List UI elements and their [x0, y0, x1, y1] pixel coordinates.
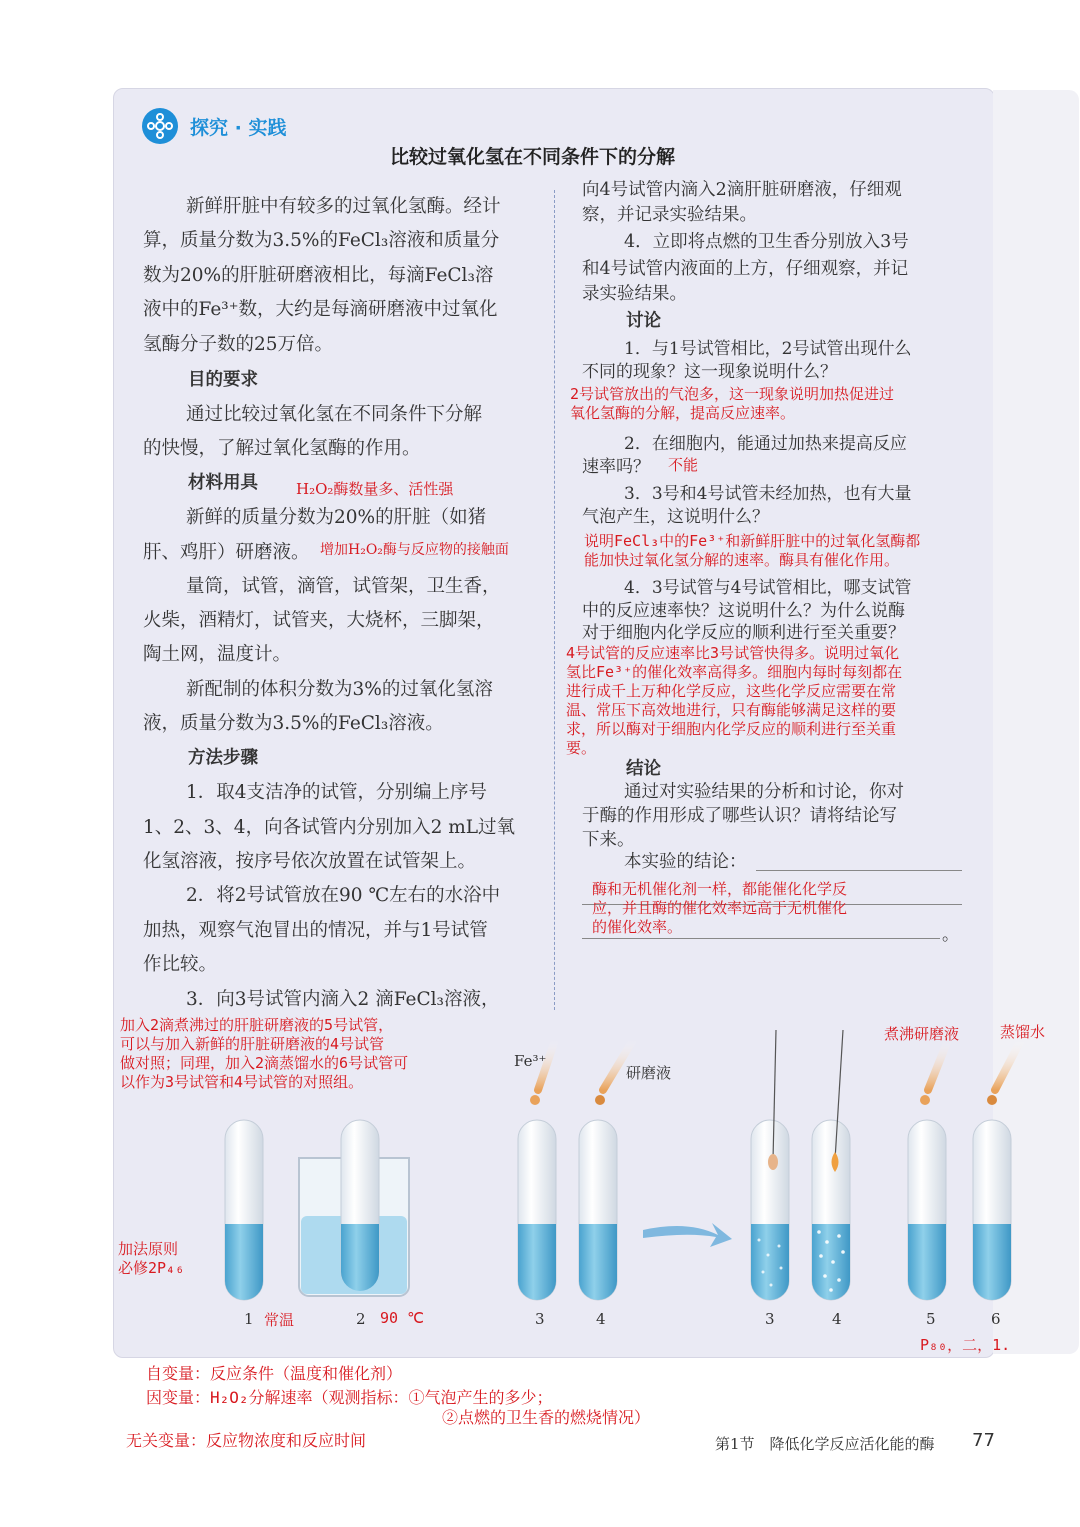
answer-4: 要。: [566, 739, 597, 757]
tube-number: 5: [926, 1310, 936, 1328]
footer-chapter: 第1节 降低化学反应活化能的酶: [715, 1435, 935, 1453]
question-1: 不同的现象？这一现象说明什么？: [582, 362, 837, 382]
test-tube-3: [518, 1120, 556, 1300]
heading-aim: 目的要求: [188, 370, 258, 390]
dropper-fe: [530, 1040, 555, 1105]
method-line: 3．向3号试管内滴入2 滴FeCl₃溶液，: [186, 989, 500, 1010]
note-dependent: ②点燃的卫生香的燃烧情况）: [442, 1408, 651, 1427]
note-control: 可以与加入新鲜的肝脏研磨液的4号试管: [120, 1035, 385, 1053]
test-tube-4: [579, 1120, 617, 1300]
page-number: 77: [972, 1430, 995, 1451]
fe-label: Fe³⁺: [514, 1052, 547, 1070]
method-line: 1．取4支洁净的试管，分别编上序号: [186, 782, 488, 803]
method-line-cont: 察，并记录实验结果。: [582, 205, 757, 225]
intro-line: 算，质量分数为3.5%的FeCl₃溶液和质量分: [143, 230, 500, 251]
question-3: 气泡产生，这说明什么？: [582, 507, 769, 527]
heading-method: 方法步骤: [188, 748, 258, 768]
note-addition: 必修2P₄₆: [118, 1259, 185, 1277]
note-contact-area: 增加H₂O₂酶与反应物的接触面: [320, 542, 509, 558]
column-divider: [554, 190, 555, 1010]
conclusion-line: 于酶的作用形成了哪些认识？请将结论写: [582, 806, 897, 826]
answer-4: 求，所以酶对于细胞内化学反应的顺利进行至关重: [566, 720, 897, 738]
question-4: 对于细胞内化学反应的顺利进行至关重要？: [582, 623, 905, 643]
heading-materials: 材料用具: [188, 473, 258, 493]
note-distilled: 蒸馏水: [1000, 1023, 1046, 1041]
answer-1: 氧化氢酶的分解，提高反应速率。: [570, 404, 796, 422]
materials-line: 新配制的体积分数为3%的过氧化氢溶: [186, 679, 493, 700]
materials-line: 液，质量分数为3.5%的FeCl₃溶液。: [143, 713, 444, 734]
tube-number: 3: [765, 1310, 775, 1328]
aim-line: 通过比较过氧化氢在不同条件下分解: [186, 404, 483, 425]
answer-1: 2号试管放出的气泡多，这一现象说明加热促进过: [570, 385, 895, 403]
note-ninety: 90 ℃: [380, 1309, 424, 1327]
answer-4: 氢比Fe³⁺的催化效率高得多。细胞内每时每刻都在: [566, 663, 903, 681]
method-line-cont: 和4号试管内液面的上方，仔细观察，并记: [582, 259, 909, 279]
method-line-cont: 向4号试管内滴入2滴肝脏研磨液，仔细观: [582, 180, 902, 200]
aim-line: 的快慢，了解过氧化氢酶的作用。: [143, 438, 421, 459]
note-irrelevant: 无关变量：反应物浓度和反应时间: [126, 1431, 367, 1450]
materials-line: 火柴，酒精灯，试管夹，大烧杯，三脚架，: [143, 610, 495, 631]
note-enzyme-active: H₂O₂酶数量多、活性强: [296, 480, 454, 498]
conclusion-answer: 的催化效率。: [592, 918, 683, 936]
tube-number: 2: [356, 1310, 366, 1328]
materials-line: 肝、鸡肝）研磨液。: [143, 542, 310, 563]
method-line: 作比较。: [143, 954, 218, 975]
arrow-icon: [643, 1223, 732, 1247]
question-1: 1．与1号试管相比，2号试管出现什么: [624, 339, 912, 359]
tube-number: 4: [832, 1310, 842, 1328]
answer-line: [756, 870, 962, 871]
tube-number: 1: [244, 1310, 254, 1328]
note-boiled: 煮沸研磨液: [884, 1025, 960, 1043]
conclusion-line: 本实验的结论：: [624, 852, 747, 872]
answer-3: 能加快过氧化氢分解的速率。酶具有催化作用。: [584, 551, 900, 569]
page-title: 比较过氧化氢在不同条件下的分解: [390, 146, 676, 168]
method-line: 2．将2号试管放在90 ℃左右的水浴中: [186, 885, 501, 906]
test-tube-6: [973, 1040, 1021, 1300]
note-control: 做对照；同理，加入2滴蒸馏水的6号试管可: [120, 1054, 409, 1072]
note-independent: 自变量：反应条件（温度和催化剂）: [146, 1364, 403, 1383]
section-label: 探究 · 实践: [190, 117, 287, 139]
tube-number: 6: [991, 1310, 1001, 1328]
question-3: 3．3号和4号试管未经加热，也有大量: [624, 484, 912, 504]
conclusion-answer: 应，并且酶的催化效率远高于无机催化: [592, 899, 848, 917]
heading-discussion: 讨论: [626, 311, 661, 331]
answer-4: 4号试管的反应速率比3号试管快得多。说明过氧化: [566, 644, 900, 662]
note-control: 以作为3号试管和4号试管的对照组。: [120, 1073, 364, 1091]
test-tube-3-result: [751, 1030, 789, 1300]
note-control: 加入2滴煮沸过的肝脏研磨液的5号试管，: [120, 1016, 394, 1034]
test-tube-5: [908, 1040, 948, 1300]
question-4: 中的反应速率快？这说明什么？为什么说酶: [582, 601, 905, 621]
grind-label: 研磨液: [626, 1064, 672, 1082]
intro-line: 氢酶分子数的25万倍。: [143, 334, 334, 355]
answer-4: 进行成千上万种化学反应，这些化学反应需要在常: [566, 682, 897, 700]
explore-practice-icon: [142, 108, 178, 144]
method-line-cont: 录实验结果。: [582, 284, 687, 304]
conclusion-answer: 酶和无机催化剂一样，都能催化化学反: [592, 880, 848, 898]
question-2: 2．在细胞内，能通过加热来提高反应: [624, 434, 907, 454]
materials-line: 陶土网，温度计。: [143, 644, 292, 665]
note-room-temp: 常温: [264, 1311, 295, 1329]
answer-line: [582, 938, 940, 939]
note-dependent: 因变量：H₂O₂分解速率（观测指标：①气泡产生的多少；: [146, 1388, 553, 1407]
tube-number: 3: [535, 1310, 545, 1328]
answer-2: 不能: [668, 456, 699, 474]
method-line: 加热，观察气泡冒出的情况，并与1号试管: [143, 920, 488, 941]
materials-line: 新鲜的质量分数为20%的肝脏（如猪: [186, 507, 487, 528]
question-2: 速率吗？: [582, 457, 650, 477]
intro-line: 数为20%的肝脏研磨液相比，每滴FeCl₃溶: [143, 265, 494, 286]
answer-4: 温、常压下高效地进行，只有酶能够满足这样的要: [566, 701, 897, 719]
conclusion-line: 通过对实验结果的分析和讨论，你对: [624, 782, 904, 802]
heading-conclusion: 结论: [626, 759, 661, 779]
materials-line: 量筒，试管，滴管，试管架，卫生香，: [186, 576, 501, 597]
beaker-water-bath: [299, 1120, 409, 1296]
test-tube-4-result: [812, 1030, 850, 1300]
experiment-figure: [113, 1010, 1079, 1355]
intro-line: 新鲜肝脏中有较多的过氧化氢酶。经计: [186, 196, 501, 217]
test-tube-1: [225, 1120, 263, 1300]
conclusion-line: 下来。: [582, 830, 635, 850]
method-line-cont: 4．立即将点燃的卫生香分别放入3号: [624, 232, 909, 252]
tube-number: 4: [596, 1310, 606, 1328]
note-addition: 加法原则: [118, 1240, 179, 1258]
method-line: 化氢溶液，按序号依次放置在试管架上。: [143, 851, 477, 872]
method-line: 1、2、3、4，向各试管内分别加入2 mL过氧: [143, 817, 516, 838]
question-4: 4．3号试管与4号试管相比，哪支试管: [624, 578, 912, 598]
answer-3: 说明FeCl₃中的Fe³⁺和新鲜肝脏中的过氧化氢酶都: [584, 532, 921, 550]
conclusion-end: 。: [942, 925, 959, 945]
intro-line: 液中的Fe³⁺数，大约是每滴研磨液中过氧化: [143, 299, 498, 320]
note-p80: P₈₀，二，1.: [920, 1336, 1011, 1354]
